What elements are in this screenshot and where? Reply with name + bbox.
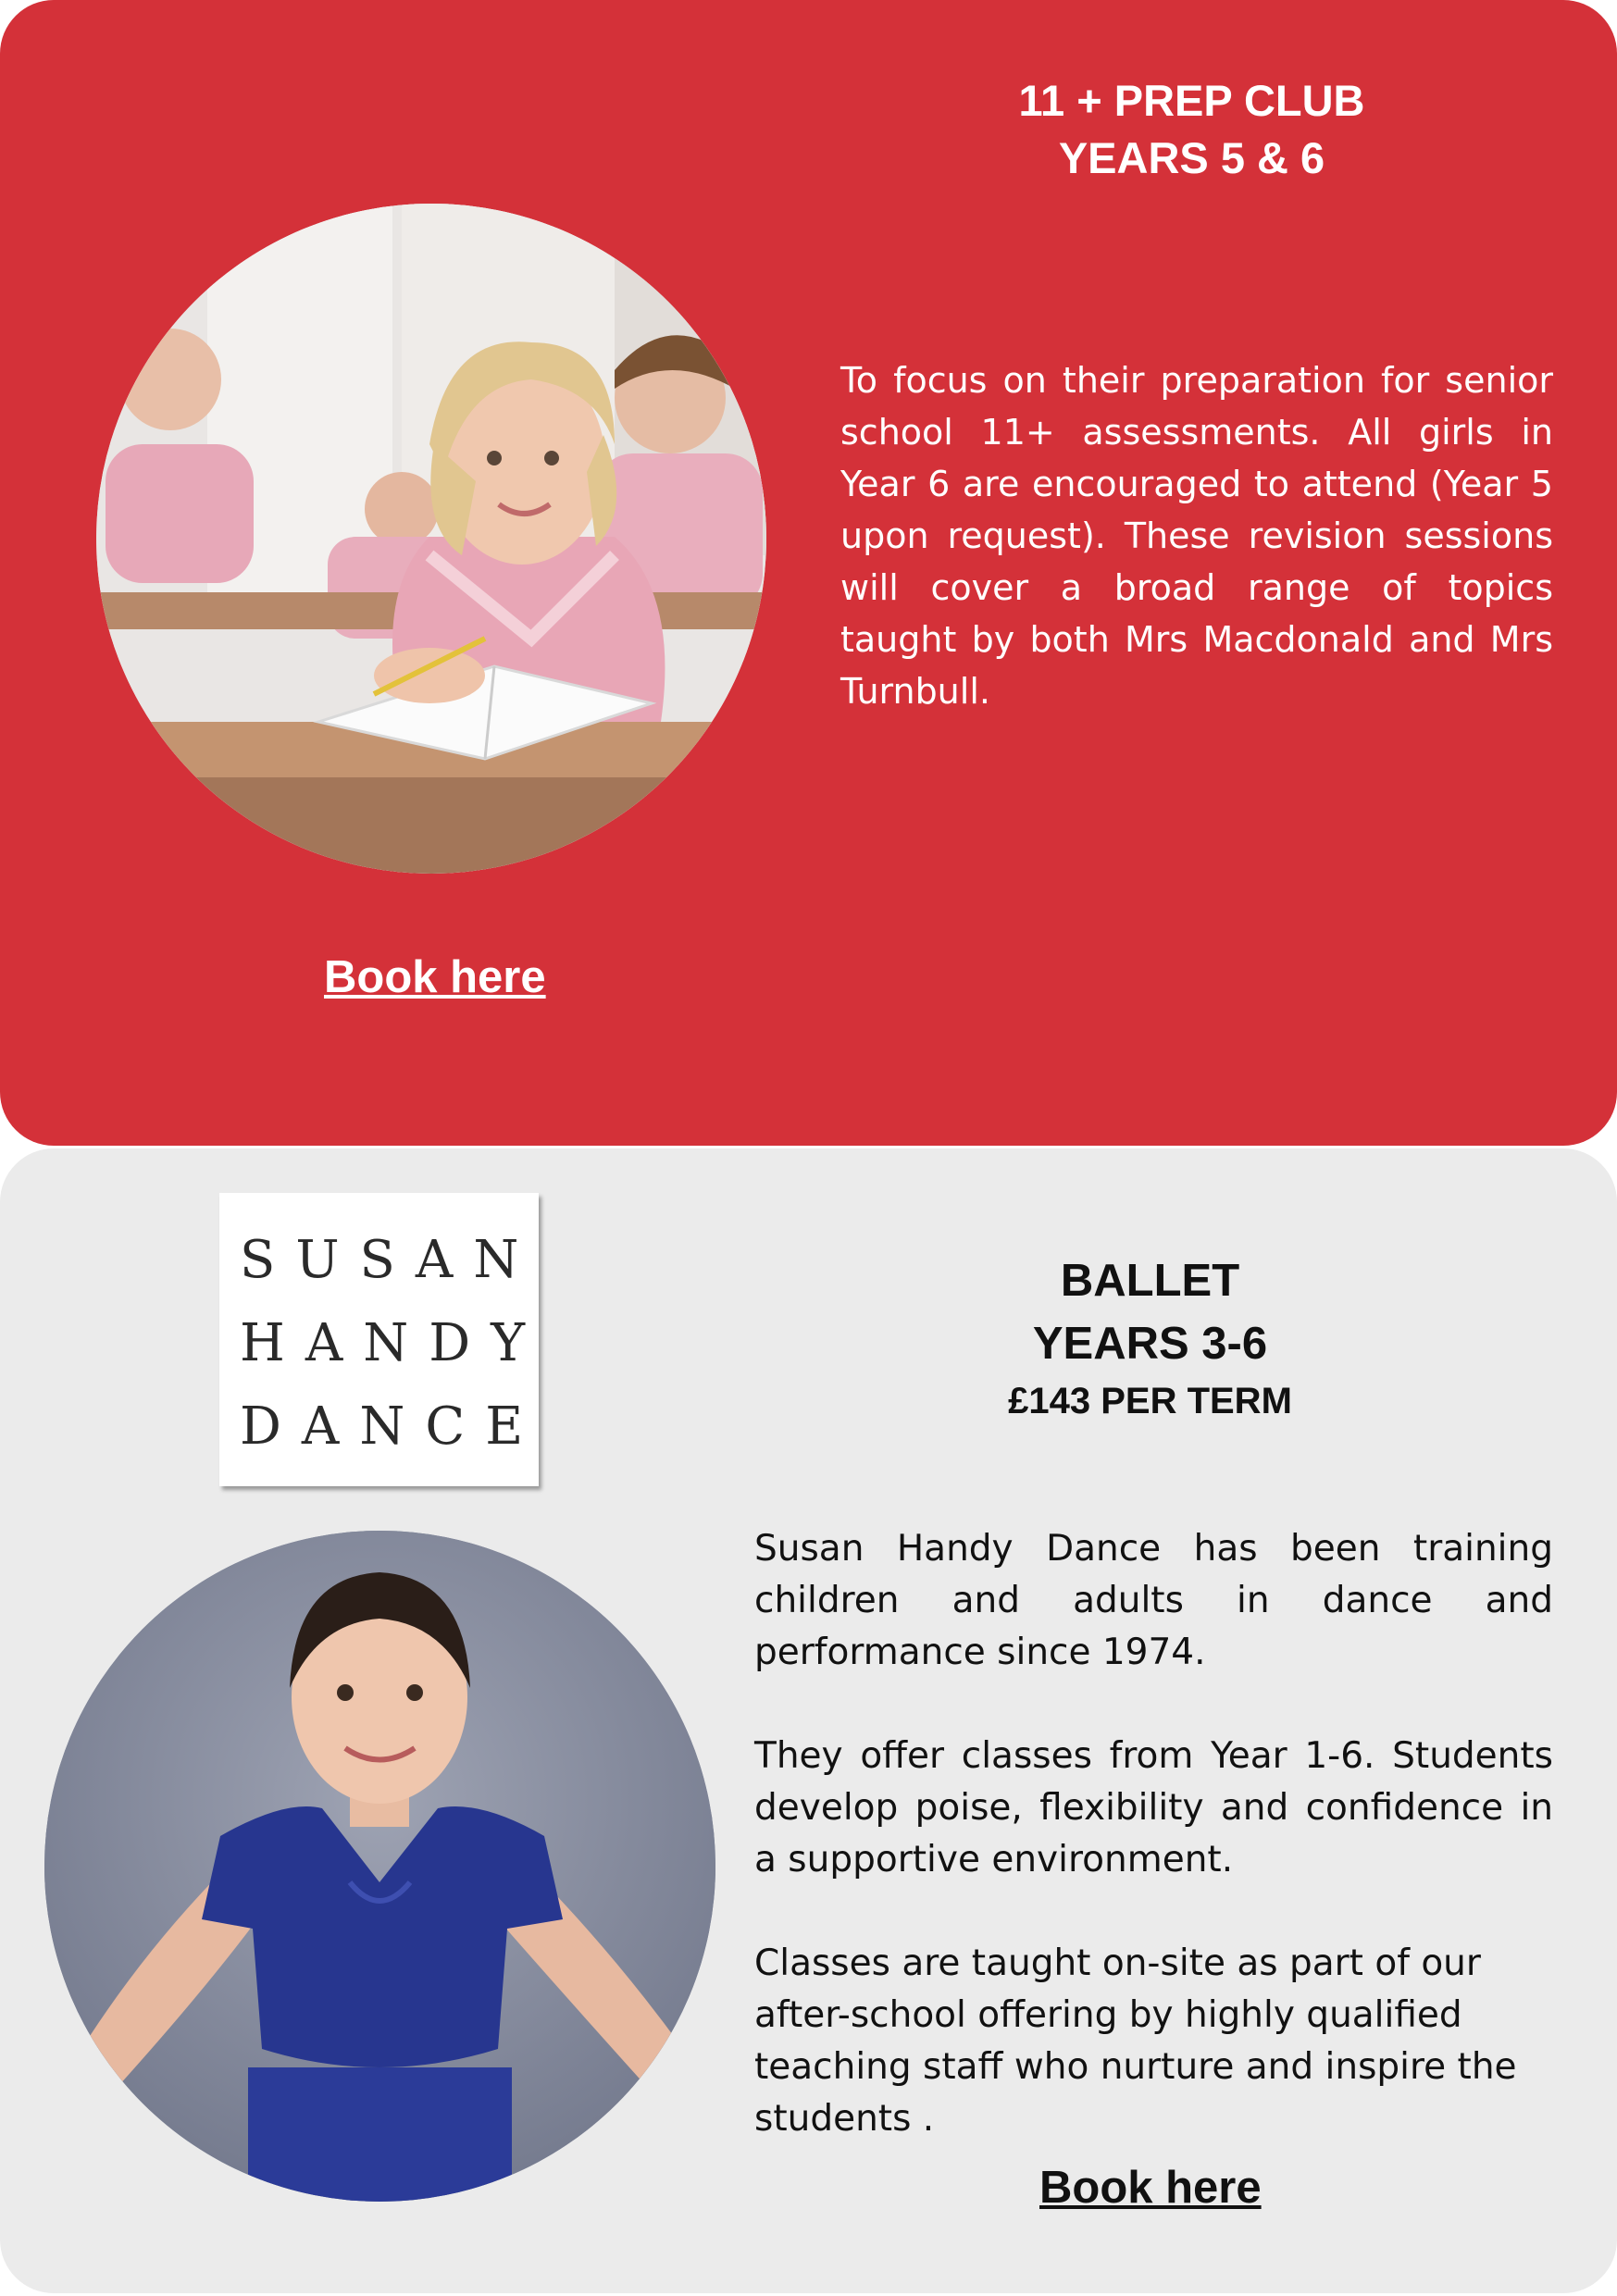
classroom-photo [96,204,766,874]
prep-club-book-link[interactable]: Book here [324,952,546,1002]
ballet-paragraph-1: Susan Handy Dance has been training children and adults in dance and performance since 1974. [754,1528,1553,1673]
logo-word-3: DANCE [240,1396,544,1457]
logo-word-2: HANDY [240,1313,546,1373]
susan-handy-dance-logo [219,1193,546,1486]
prep-club-years: YEARS 5 & 6 [1058,133,1325,183]
prep-club-title: 11 + PREP CLUB [1018,76,1365,125]
ballet-title: BALLET [1060,1256,1240,1306]
ballet-book-link[interactable]: Book here [1039,2163,1262,2213]
ballet-heading [893,1250,1407,1375]
logo-word-1: SUSAN [240,1230,540,1290]
ballet-price: £143 PER TERM [1008,1381,1292,1421]
ballet-photo [44,1531,715,2202]
ballet-years: YEARS 3-6 [1032,1318,1268,1369]
ballet-dancer-illustration [44,1531,715,2202]
classroom-illustration [96,204,766,874]
ballet-paragraph-2: They offer classes from Year 1-6. Students develop poise, flexibility and confidence in a supportive environment. [754,1735,1553,1880]
prep-club-heading [926,72,1458,187]
prep-club-card [0,0,1617,1146]
ballet-paragraph-3: Classes are taught on-site as part of our after-school offering by highly qualified teaching staff who nurture and inspire the students . [754,1942,1517,2140]
prep-club-description: To focus on their preparation for senior school 11+ assessments. All girls in Year 6 are encouraged to attend (Year 5 upon request). These revision sessions will cover a broad range of topics taught by both Mrs Macdonald and Mrs Turnbull. [840,360,1553,712]
